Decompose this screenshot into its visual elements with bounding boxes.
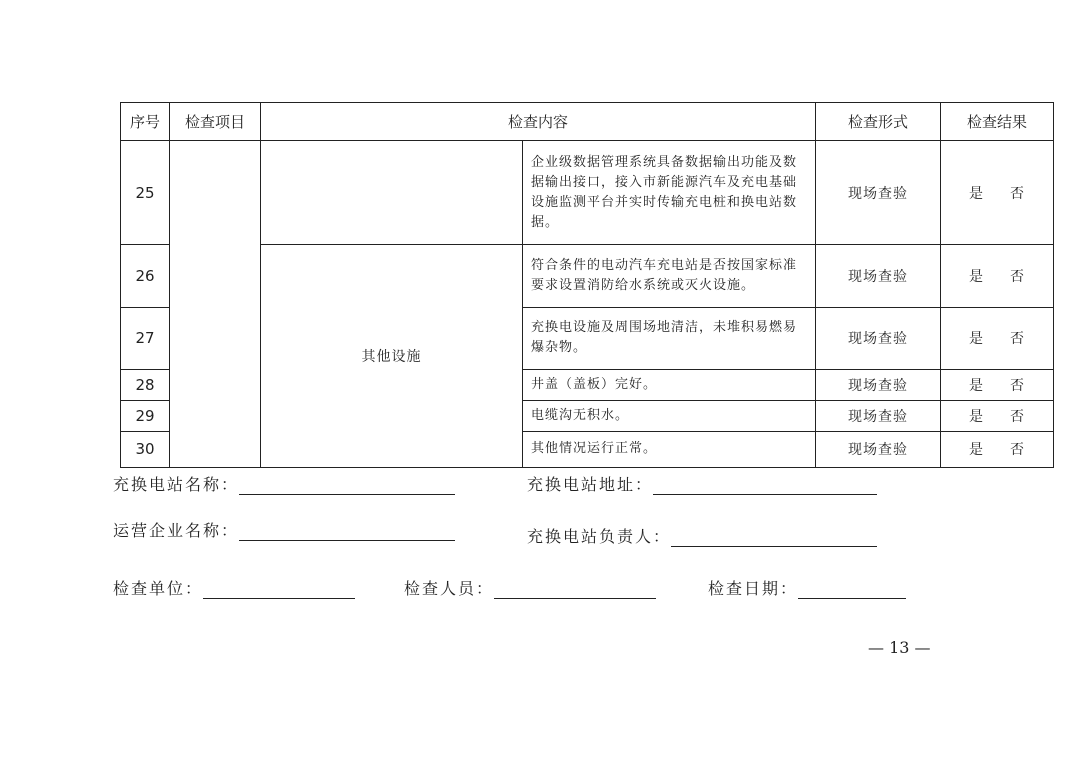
inspector-blank[interactable] xyxy=(494,580,656,599)
row-form: 现场查验 xyxy=(816,431,941,467)
row-result xyxy=(941,141,1054,245)
item-cell xyxy=(170,141,261,468)
station-name-blank[interactable] xyxy=(239,476,455,495)
row-seq: 25 xyxy=(121,141,170,245)
row-result xyxy=(941,307,1054,369)
operator-name-blank[interactable] xyxy=(239,522,455,541)
row-content: 电缆沟无积水。 xyxy=(523,400,816,431)
result-yes: 是 xyxy=(969,185,985,202)
header-form: 检查形式 xyxy=(816,103,941,141)
result-no: 否 xyxy=(1010,268,1026,285)
row-form: 现场查验 xyxy=(816,245,941,307)
row-seq: 27 xyxy=(121,307,170,369)
inspector-field[interactable] xyxy=(404,576,656,599)
row-seq: 28 xyxy=(121,369,170,400)
page-number: — 13 — xyxy=(868,638,931,657)
row-seq: 26 xyxy=(121,245,170,307)
row-result xyxy=(941,245,1054,307)
row-content: 其他情况运行正常。 xyxy=(523,431,816,467)
row-form: 现场查验 xyxy=(816,307,941,369)
station-address-field[interactable] xyxy=(527,472,877,495)
inspect-unit-field[interactable] xyxy=(113,576,355,599)
row-content: 井盖（盖板）完好。 xyxy=(523,369,816,400)
inspection-table xyxy=(120,102,1054,468)
row-content: 企业级数据管理系统具备数据输出功能及数据输出接口，接入市新能源汽车及充电基础设施监测平台并实时传输充电桩和换电站数据。 xyxy=(523,141,816,245)
operator-name-field[interactable] xyxy=(113,518,455,541)
header-item: 检查项目 xyxy=(170,103,261,141)
header-seq: 序号 xyxy=(121,103,170,141)
row-form: 现场查验 xyxy=(816,369,941,400)
station-address-label: 充换电站地址： xyxy=(527,475,654,494)
result-no: 否 xyxy=(1010,408,1026,425)
table-row xyxy=(121,245,1054,307)
station-manager-blank[interactable] xyxy=(671,528,877,547)
header-result: 检查结果 xyxy=(941,103,1054,141)
row-content: 符合条件的电动汽车充电站是否按国家标准要求设置消防给水系统或灭火设施。 xyxy=(523,245,816,307)
station-name-label: 充换电站名称： xyxy=(113,475,240,494)
group-label: 其他设施 xyxy=(261,245,523,468)
row-seq: 29 xyxy=(121,400,170,431)
row-content: 充换电设施及周围场地清洁，未堆积易燃易爆杂物。 xyxy=(523,307,816,369)
result-no: 否 xyxy=(1010,377,1026,394)
subgroup-cell xyxy=(261,141,523,245)
operator-name-label: 运营企业名称： xyxy=(113,521,240,540)
inspect-unit-label: 检查单位： xyxy=(113,579,204,598)
inspect-date-label: 检查日期： xyxy=(708,579,799,598)
row-result xyxy=(941,369,1054,400)
table-row xyxy=(121,141,1054,245)
result-no: 否 xyxy=(1010,331,1026,348)
inspector-label: 检查人员： xyxy=(404,579,495,598)
result-yes: 是 xyxy=(969,377,985,394)
inspect-date-blank[interactable] xyxy=(798,580,906,599)
table-header-row xyxy=(121,103,1054,141)
inspect-unit-blank[interactable] xyxy=(203,580,355,599)
result-yes: 是 xyxy=(969,268,985,285)
result-no: 否 xyxy=(1010,185,1026,202)
result-no: 否 xyxy=(1010,442,1026,459)
result-yes: 是 xyxy=(969,408,985,425)
result-yes: 是 xyxy=(969,331,985,348)
row-form: 现场查验 xyxy=(816,141,941,245)
station-manager-label: 充换电站负责人： xyxy=(527,527,672,546)
row-result xyxy=(941,400,1054,431)
row-seq: 30 xyxy=(121,431,170,467)
row-result xyxy=(941,431,1054,467)
row-form: 现场查验 xyxy=(816,400,941,431)
station-manager-field[interactable] xyxy=(527,524,877,547)
header-content: 检查内容 xyxy=(261,103,816,141)
station-name-field[interactable] xyxy=(113,472,455,495)
inspect-date-field[interactable] xyxy=(708,576,906,599)
station-address-blank[interactable] xyxy=(653,476,877,495)
result-yes: 是 xyxy=(969,442,985,459)
